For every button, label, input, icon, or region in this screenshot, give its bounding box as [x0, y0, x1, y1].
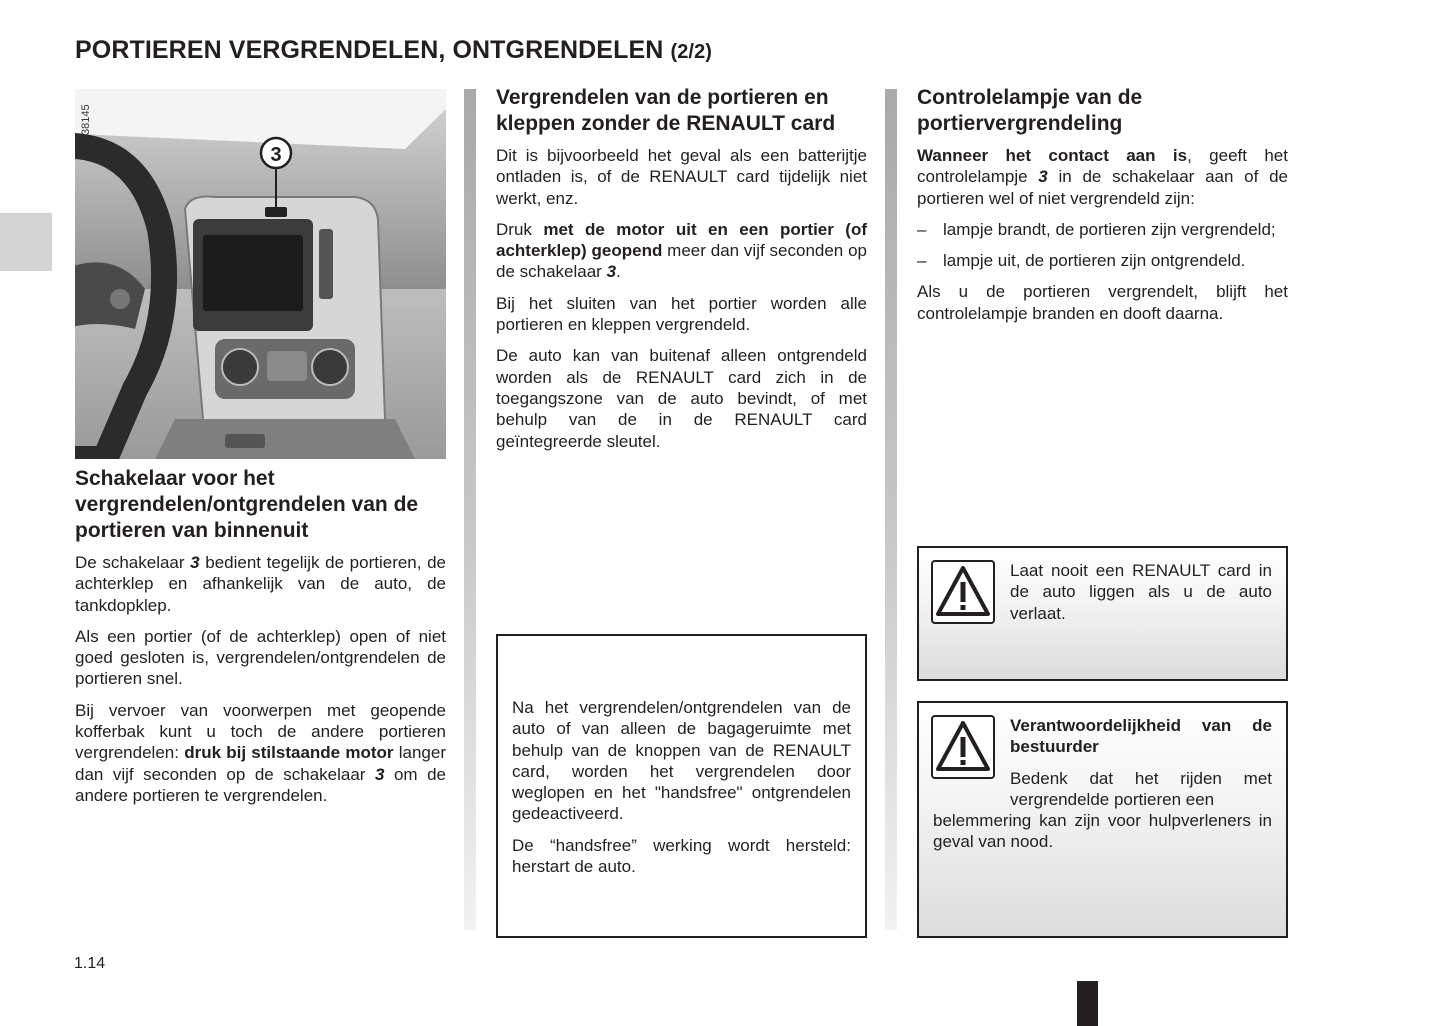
- note-paragraph-1: Na het vergrendelen/ontgrendelen van de auto of van alleen de bagageruimte met behulp van de knoppen van de RENAULT card, worden het vergrendelen door weglopen en het "handsfree" ontgrendelen gedeactiveerd.: [512, 698, 851, 824]
- figure-code: 38145: [80, 104, 92, 135]
- callout-label: 3: [270, 144, 282, 166]
- col3-section: [917, 85, 1288, 324]
- dashboard-photo: [75, 89, 446, 459]
- warning-title: Verantwoordelijkheid van de bestuurder: [1010, 716, 1272, 757]
- page-edge-marker: [1077, 981, 1098, 1026]
- col3-heading: Controlelampje van de portiervergrendeling: [917, 86, 1143, 135]
- col2-paragraph-1: Dit is bijvoorbeeld het geval als een batterijtje ontladen is, of de RENAULT card tijdelijk niet werkt, enz.: [496, 146, 867, 208]
- column-separator: [464, 89, 476, 930]
- col2-paragraph-3: Bij het sluiten van het portier worden alle portieren en kleppen vergrendeld.: [496, 293, 867, 335]
- warning-icon: [931, 560, 995, 624]
- col2-paragraph-2: Druk met de motor uit en een portier (of achterklep) geopend meer dan vijf seconden op de schakelaar 3.: [496, 219, 867, 282]
- col3-paragraph-2: Als u de portieren vergrendelt, blijft het controlelampje branden en dooft daarna.: [917, 282, 1288, 323]
- dashboard-illustration: [75, 89, 446, 459]
- list-item: – lampje brandt, de portieren zijn vergrendeld;: [917, 219, 1276, 239]
- warning-text: belemmering kan zijn voor hulpverleners in geval van nood.: [933, 811, 1272, 852]
- col2-heading: Vergrendelen van de portieren en kleppen zonder de RENAULT card: [496, 86, 836, 135]
- warning-box: [917, 701, 1288, 938]
- list-item: – lampje uit, de portieren zijn ontgrendeld.: [917, 251, 1246, 271]
- col1-section: [75, 466, 446, 806]
- col3-paragraph-1: Wanneer het contact aan is, geeft het controlelampje 3 in de schakelaar aan of de portieren wel of niet vergrendeld zijn:: [917, 146, 1288, 208]
- page-title-text: PORTIEREN VERGRENDELEN, ONTGRENDELEN: [75, 36, 664, 64]
- col1-paragraph-1: De schakelaar 3 bedient tegelijk de portieren, de achterklep en afhankelijk van de auto, de tankdopklep.: [75, 553, 447, 615]
- column-separator: [885, 89, 897, 930]
- note-paragraph-2: De “handsfree” werking wordt hersteld: herstart de auto.: [512, 835, 851, 877]
- warning-text: Laat nooit een RENAULT card in de auto liggen als u de auto verlaat.: [1010, 561, 1272, 623]
- col1-paragraph-2: Als een portier (of de achterklep) open of niet goed gesloten is, vergrendelen/ontgrendelen de portieren snel.: [75, 626, 446, 689]
- col2-section: [496, 85, 867, 452]
- page-part: (2/2): [670, 41, 713, 63]
- col1-heading: Schakelaar voor het vergrendelen/ontgrendelen van de portieren van binnenuit: [75, 467, 419, 542]
- note-box: [496, 634, 867, 938]
- page-title: [75, 36, 712, 65]
- col1-paragraph-3: Bij vervoer van voorwerpen met geopende kofferbak kunt u toch de andere portieren vergrendelen: druk bij stilstaande motor langer dan vijf seconden op de schakelaar 3 om de andere portieren te vergrendelen.: [75, 700, 446, 805]
- warning-text: Bedenk dat het rijden met vergrendelde portieren een: [1010, 768, 1272, 809]
- col2-paragraph-4: De auto kan van buitenaf alleen ontgrendeld worden als de RENAULT card zich in de toegangszone van de auto bevindt, of met behulp van de in de RENAULT card geïntegreerde sleutel.: [496, 346, 867, 451]
- chapter-tab: [0, 213, 52, 271]
- warning-box: [917, 546, 1288, 681]
- page-number: 1.14: [74, 955, 106, 972]
